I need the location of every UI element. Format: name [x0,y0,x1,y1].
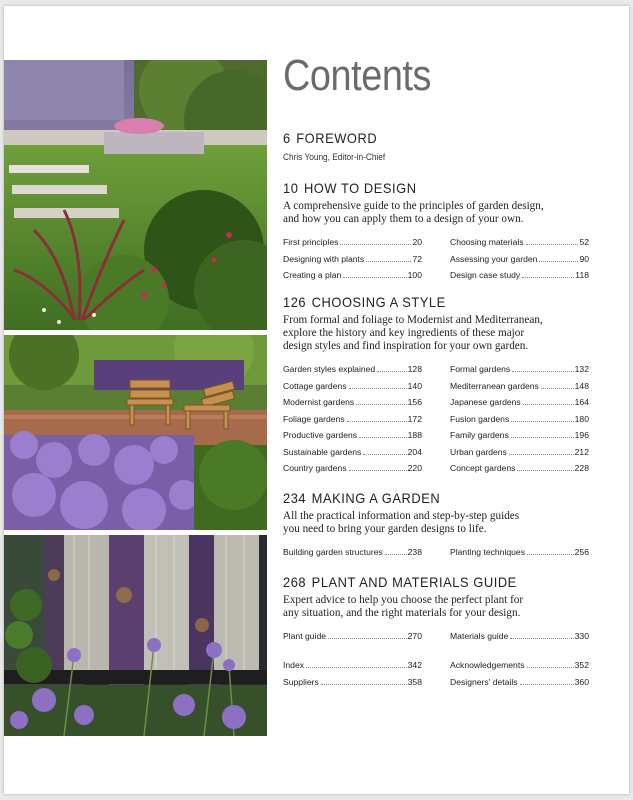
toc-entry[interactable]: Cottage gardens 140 [283,380,422,391]
desc-line: you need to bring your garden designs to life. [283,523,487,535]
toc-list [283,364,613,482]
desc-line: and how you can apply them to a design of your own. [283,213,524,225]
toc-entry[interactable]: Acknowledgements 352 [450,660,589,670]
section-heading[interactable] [283,294,587,310]
toc-entry[interactable]: Formal gardens 132 [450,364,589,374]
desc-line: From formal and foliage to Modernist and Mediterranean, [283,314,543,326]
section-page-number: 6 [283,130,291,146]
page-title: Contents [283,51,432,100]
toc-entry[interactable]: Creating a plan 100 [283,270,422,280]
section-plant-and-materials-guide [283,574,613,648]
toc-entry[interactable]: Productive gardens 188 [283,430,422,440]
toc-entry[interactable]: Choosing materials 52 [450,237,589,247]
section-title: FOREWORD [296,130,378,146]
toc-entry[interactable]: Mediterranean gardens 148 [450,380,589,391]
section-back-matter [283,660,613,694]
section-title: PLANT AND MATERIALS GUIDE [311,574,517,590]
section-title: HOW TO DESIGN [303,180,417,196]
toc-list [283,631,613,648]
section-page-number: 268 [283,574,307,590]
section-making-a-garden [283,490,613,564]
toc-entry[interactable]: Foliage gardens 172 [283,413,422,424]
toc-list [283,660,613,694]
foreword-byline: Chris Young, Editor-in-Chief [283,152,386,162]
toc-entry[interactable]: Country gardens 220 [283,463,422,473]
toc-entry[interactable]: Garden styles explained 128 [283,364,422,374]
desc-line: Expert advice to help you choose the perfect plant for [283,594,524,606]
section-description [283,314,613,353]
book-page [4,6,629,794]
toc-entry[interactable]: Designers' details 360 [450,676,589,687]
toc-entry[interactable]: Japanese gardens 164 [450,397,589,407]
toc-entry[interactable]: Materials guide 330 [450,631,589,641]
toc-entry[interactable]: Sustainable gardens 204 [283,446,422,457]
desc-line: All the practical information and step-by-step guides [283,510,520,522]
toc-entry[interactable]: Index 342 [283,660,422,670]
toc-entry[interactable]: Designing with plants 72 [283,253,422,264]
toc-entry[interactable]: Plant guide 270 [283,631,422,641]
toc-list [283,237,613,287]
toc-entry[interactable]: Fusion gardens 180 [450,413,589,424]
section-title: MAKING A GARDEN [311,490,441,506]
toc-entry[interactable]: Building garden structures 238 [283,547,422,557]
toc-entry[interactable]: Urban gardens 212 [450,446,589,457]
toc-entry[interactable]: First principles 20 [283,237,422,247]
desc-line: design styles and find inspiration for your own garden. [283,340,529,352]
desc-line: any situation, and the right materials for your design. [283,607,521,619]
photo-column [4,60,267,736]
deck-chairs-photo [4,335,267,530]
section-foreword [283,130,613,162]
section-page-number: 10 [283,180,299,196]
toc-entry[interactable]: Design case study 118 [450,270,589,280]
desc-line: explore the history and key ingredients of these major [283,327,525,339]
toc-entry[interactable]: Assessing your garden 90 [450,253,589,264]
section-description [283,200,613,226]
toc-entry[interactable]: Suppliers 358 [283,676,422,687]
section-page-number: 234 [283,490,307,506]
toc-entry[interactable]: Modernist gardens 156 [283,397,422,407]
section-description [283,510,613,536]
garden-lawn-photo [4,60,267,330]
section-title: CHOOSING A STYLE [311,294,446,310]
section-choosing-a-style [283,294,613,482]
section-heading[interactable] [283,180,587,196]
section-description [283,594,613,620]
section-page-number: 126 [283,294,307,310]
desc-line: A comprehensive guide to the principles of garden design, [283,200,544,212]
water-wall-photo [4,535,267,736]
toc-entry[interactable]: Family gardens 196 [450,430,589,440]
section-heading[interactable] [283,574,587,590]
section-heading[interactable] [283,130,587,146]
toc-entry[interactable]: Concept gardens 228 [450,463,589,473]
toc-entry[interactable]: Planting techniques 256 [450,547,589,557]
section-how-to-design [283,180,613,287]
section-heading[interactable] [283,490,587,506]
toc-list [283,547,613,564]
